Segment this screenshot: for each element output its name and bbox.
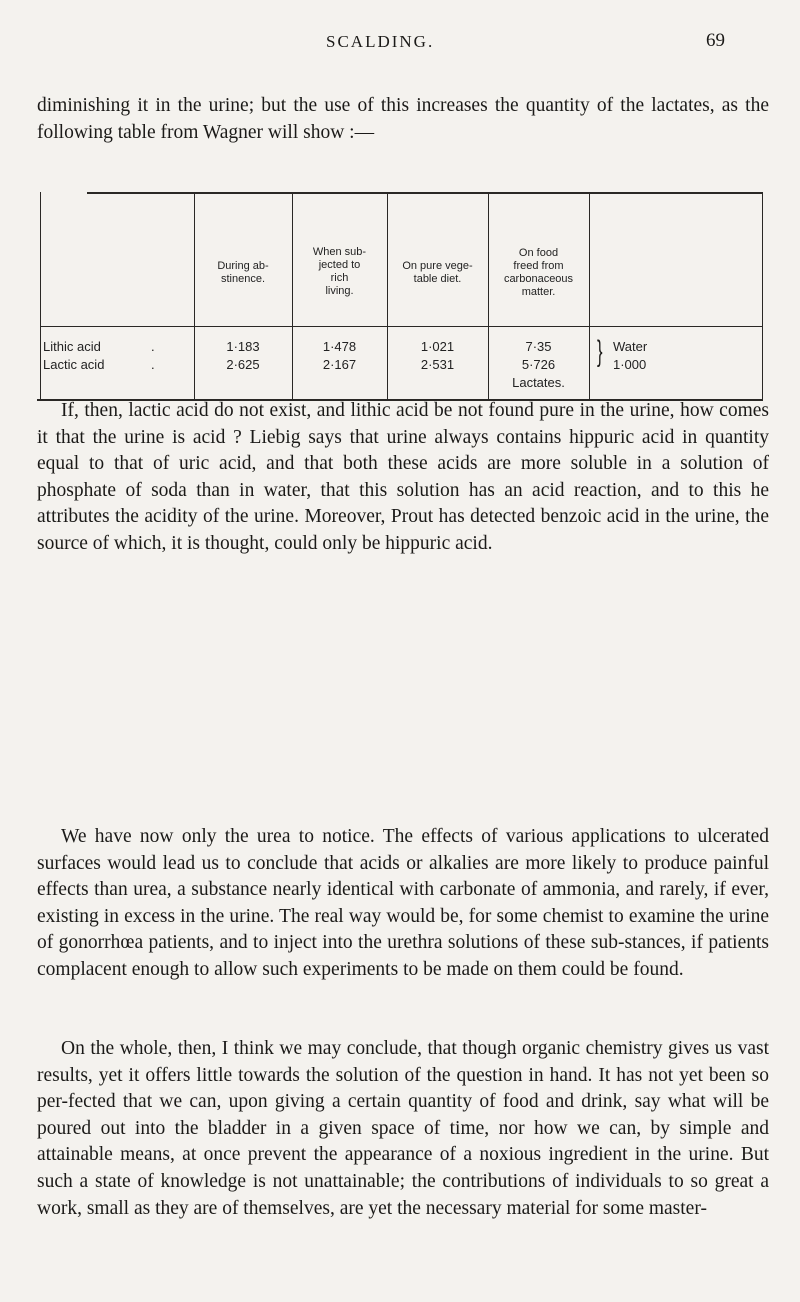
wagner-table — [37, 192, 763, 400]
header-rule-4 — [488, 326, 589, 327]
row-label-lactic: Lactic acid — [43, 357, 105, 372]
row-dot-lactic: . — [151, 357, 155, 372]
lactic-non-carbonaceous: 5·726 — [521, 357, 556, 372]
page-header — [0, 14, 800, 51]
paragraph-urea: We have now only the urea to notice. The effects of various applications to ulcerated surfaces would lead us to conclude that acids or alkalies are more likely to produce painful effects than urea, a substance nearly identical with carbonate of ammonia, and rarely, if ever, existing in excess in the urine. The real way would be, for some chemist to examine the urine of gonorrhœa patients, and to inject into the urethra solutions of these sub-stances, if patients complacent enough to allow such experiments to be made on them could be found. — [37, 826, 769, 980]
lithic-abstinence: 1·183 — [226, 339, 260, 354]
row-label-lithic: Lithic acid — [43, 339, 101, 354]
lactic-abstinence: 2·625 — [226, 357, 260, 372]
table-top-rule — [87, 192, 763, 194]
running-title: SCALDING. — [326, 32, 435, 51]
page-number: 69 — [706, 30, 725, 51]
water-label: Water — [613, 339, 648, 354]
lithic-vegetable: 1·021 — [420, 339, 455, 354]
col-divider-5 — [589, 192, 590, 400]
lactic-vegetable: 2·531 — [420, 357, 455, 372]
header-rule-1 — [194, 326, 292, 327]
header-vegetable-diet: On pure vege- table diet. — [402, 260, 473, 285]
header-rule-3 — [387, 326, 488, 327]
header-rich-living: When sub- jected to rich living. — [312, 246, 367, 297]
lactic-rich-living: 2·167 — [322, 357, 357, 372]
lithic-rich-living: 1·478 — [322, 339, 357, 354]
header-non-carbonaceous: On food freed from carbonaceous matter. — [503, 247, 574, 298]
paragraph-conclusion: On the whole, then, I think we may conclude, that though organic chemistry gives us vast results, yet it offers little towards the solution of the question in hand. It has not yet been so per-fected that we can, upon giving a certain quantity of food and drink, say what will be poured out into the bladder in a given space of time, nor how we can, by simple and attainable means, at once prevent the appearance of a noxious ingredient in the urine. But such a state of knowledge is not unattainable; the contributions of individuals to so great a work, small as they are of themselves, are yet the necessary material for some master- — [37, 1038, 769, 1219]
lithic-non-carbonaceous: 7·35 — [525, 339, 552, 354]
water-value: 1·000 — [613, 357, 647, 372]
paragraph-lactic-acid: If, then, lactic acid do not exist, and lithic acid be not found pure in the urine, how comes it that the urine is acid ? Liebig says that urine always contains hippuric acid in quantity equal to that of uric acid, and that both these acids are more soluble in a solution of phosphate of soda than in water, that this solution has an acid reaction, and to this he attributes the acidity of the urine. Moreover, Prout has detected benzoic acid in the urine, the source of which, it is thought, could only be hippuric acid. — [37, 400, 769, 554]
row-dot-lithic: . — [151, 339, 155, 354]
header-rule-2 — [292, 326, 387, 327]
intro-paragraph: diminishing it in the urine; but the use of this increases the quantity of the lactates, as the following table from Wagner will show :— — [37, 95, 769, 143]
header-abstinence: During ab- stinence. — [217, 260, 269, 285]
table-left-rule — [40, 192, 41, 400]
lactates-note: Lactates. — [512, 375, 565, 390]
header-rule-5 — [589, 326, 763, 327]
right-brace: } — [597, 335, 603, 368]
table-right-rule — [762, 192, 763, 400]
header-rule-0 — [40, 326, 194, 327]
